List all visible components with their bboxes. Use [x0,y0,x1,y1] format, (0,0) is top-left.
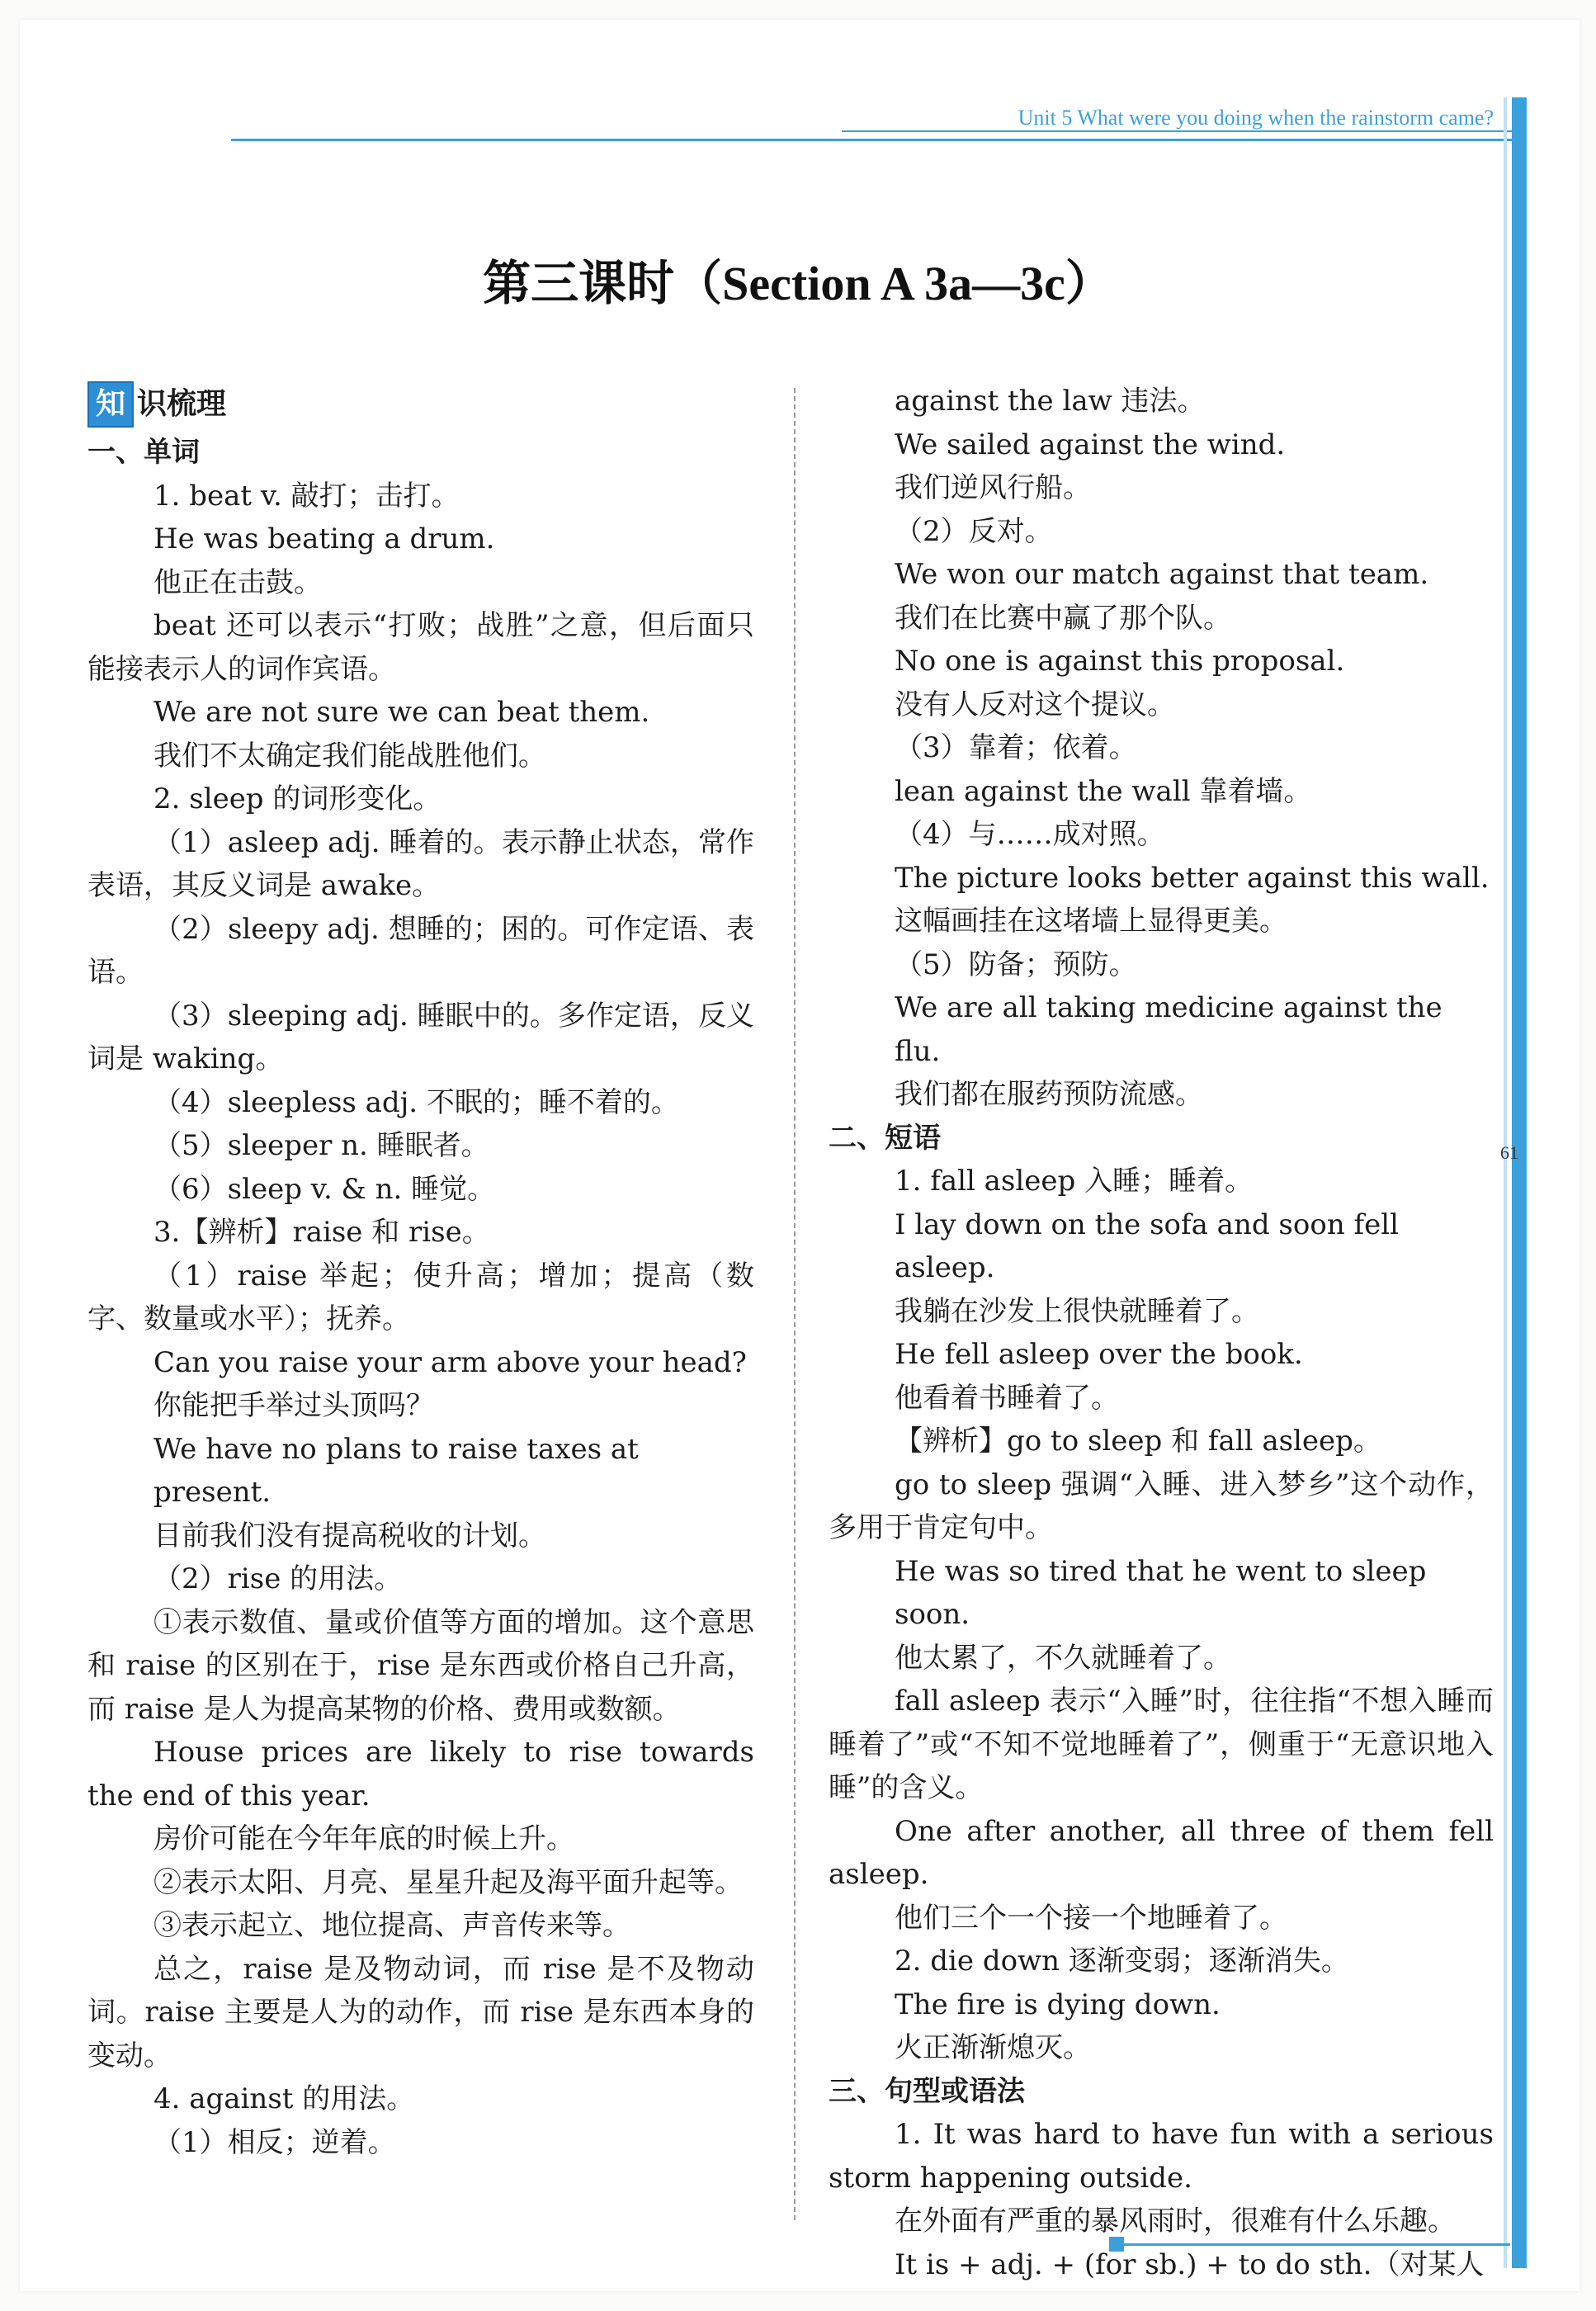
text-line: ③表示起立、地位提高、声音传来等。 [153,1909,630,1942]
text-line: 【辨析】go to sleep 和 fall asleep。 [895,1425,1381,1458]
text-line: We won our match against that team. [895,558,1429,591]
text-line: Can you raise your arm above your head? [153,1345,747,1379]
text-line: （3）靠着；依着。 [895,731,1137,764]
text-paragraph: ①表示数值、量或价值等方面的增加。这个意思和 raise 的区别在于，rise 是东西或价格自己升高，而 raise 是人为提高某物的价格、费用或数额。 [87,1605,754,1726]
text-line: I lay down on the sofa and soon fell asleep. [895,1207,1399,1284]
section-heading-phrases: 二、短语 [829,1121,941,1155]
text-paragraph: ②表示太阳、月亮、星星升起及海平面升起等。 [153,1865,743,1899]
text-line: 2. die down 逐渐变弱；逐渐消失。 [895,1945,1349,1978]
left-column [87,380,754,2164]
text-line: 火正渐渐熄灭。 [895,2031,1091,2064]
text-line: We are not sure we can beat them. [153,696,650,729]
text-line: He was so tired that he went to sleep soon. [895,1554,1427,1631]
text-paragraph: House prices are likely to rise towards the end of this year. [87,1736,754,1812]
text-paragraph: 总之，raise 是及物动词，而 rise 是不及物动词。raise 主要是人为的动作，而 rise 是东西本身的变动。 [87,1952,754,2072]
text-line: 目前我们没有提高税收的计划。 [153,1519,546,1552]
text-line: We have no plans to raise taxes at present. [153,1432,639,1509]
text-line: He fell asleep over the book. [895,1338,1303,1371]
text-line: He was beating a drum. [153,522,495,555]
text-line: 他们三个一个接一个地睡着了。 [895,1901,1287,1935]
text-line: （5）sleeper n. 睡眠者。 [153,1129,489,1162]
text-line: （6）sleep v. & n. 睡觉。 [153,1172,496,1206]
text-line: The fire is dying down. [895,1987,1221,2021]
text-paragraph: 在外面有严重的暴风雨时，很难有什么乐趣。 [895,2205,1456,2238]
text-line: No one is against this proposal. [895,645,1345,678]
text-line: 我躺在沙发上很快就睡着了。 [895,1294,1259,1328]
text-line: 我们都在服药预防流感。 [895,1078,1203,1111]
page-title: 第三课时（Section A 3a—3c） [483,257,1113,310]
text-paragraph: （2）sleepy adj. 想睡的；困的。可作定语、表语。 [87,912,754,989]
text-paragraph: go to sleep 强调“入睡、进入梦乡”这个动作，多用于肯定句中。 [829,1467,1494,1544]
text-line: 他看着书睡着了。 [895,1381,1119,1415]
text-line: 没有人反对这个提议。 [895,688,1175,721]
text-paragraph: （1）raise 举起；使升高；增加；提高（数字、数量或水平）；抚养。 [87,1259,754,1335]
text-line: against the law 违法。 [895,385,1206,418]
text-line: It is + adj. + (for sb.) + to do sth.（对某人 [895,2247,1485,2281]
section-heading-words: 一、单词 [87,436,200,469]
text-line: 你能把手举过头顶吗？ [153,1389,434,1422]
text-line: lean against the wall 靠着墙。 [895,774,1312,808]
text-line: 我们在比赛中赢了那个队。 [895,601,1231,635]
text-line: 3.【辨析】raise 和 rise。 [153,1216,490,1249]
text-line: （4）与……成对照。 [895,818,1165,851]
running-head: Unit 5 What were you doing when the rainstorm came? [1018,106,1494,130]
text-line: （2）反对。 [895,514,1053,548]
text-line: 他太累了，不久就睡着了。 [895,1641,1231,1675]
text-paragraph: beat 还可以表示“打败；战胜”之意，但后面只能接表示人的词作宾语。 [87,609,754,686]
text-line: 这幅画挂在这堵墙上显得更美。 [895,905,1287,938]
text-line: 4. against 的用法。 [153,2082,415,2115]
text-line: 他正在击鼓。 [153,565,322,599]
text-paragraph: （1）asleep adj. 睡着的。表示静止状态，常作表语，其反义词是 awake。 [87,825,754,902]
section-heading-sentences: 三、句型或语法 [829,2074,1025,2108]
text-line: （5）防备；预防。 [895,948,1137,981]
knowledge-heading-text: 识梳理 [137,386,227,421]
text-line: （4）sleepless adj. 不眠的；睡不着的。 [153,1085,679,1119]
header-rule-top [842,130,1518,132]
side-bar-light [1504,97,1507,2268]
text-paragraph: One after another, all three of them fell asleep. [829,1814,1494,1891]
column-divider [794,388,796,2220]
text-line: 我们逆风行船。 [895,471,1091,504]
text-paragraph: fall asleep 表示“入睡”时，往往指“不想入睡而睡着了”或“不知不觉地睡着了”，侧重于“无意识地入睡”的含义。 [829,1685,1494,1804]
text-line: 1. beat v. 敲打；击打。 [153,479,460,513]
text-paragraph: （3）sleeping adj. 睡眠中的。多作定语，反义词是 waking。 [87,999,754,1075]
text-line: We are all taking medicine against the flu. [895,991,1443,1068]
side-bar [1512,97,1527,2268]
text-line: 1. fall asleep 入睡；睡着。 [895,1165,1254,1198]
text-line: We sailed against the wind. [895,428,1286,461]
text-line: The picture looks better against this wall. [895,861,1490,895]
text-paragraph: 1. It was hard to have fun with a serious storm happening outside. [829,2118,1494,2195]
page-number: 61 [1500,1142,1518,1163]
text-line: （2）rise 的用法。 [153,1562,403,1595]
text-line: 2. sleep 的词形变化。 [153,782,441,815]
header-rule [231,139,1518,141]
knowledge-heading [87,380,754,429]
right-column [829,380,1494,2286]
text-line: 房价可能在今年年底的时候上升。 [153,1822,574,1855]
knowledge-badge: 知 [87,381,134,428]
text-line: 我们不太确定我们能战胜他们。 [153,739,546,773]
text-line: （1）相反；逆着。 [153,2125,396,2159]
